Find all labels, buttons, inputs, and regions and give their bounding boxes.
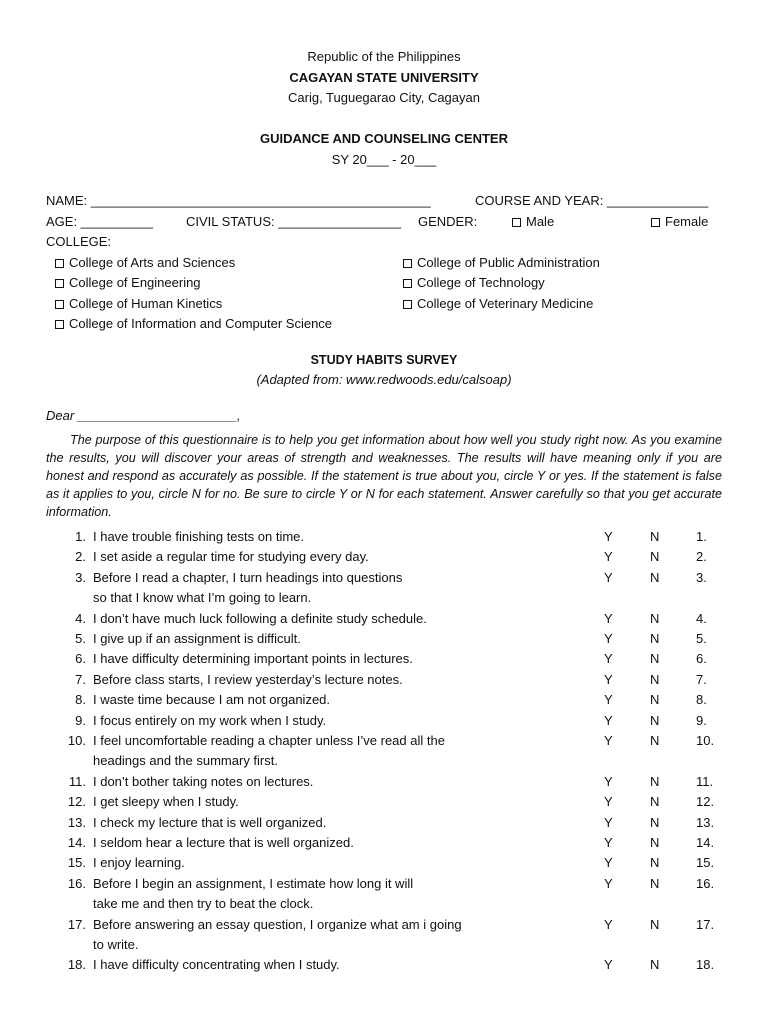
question-ref-number: 4. [696, 611, 707, 626]
checkbox-icon[interactable] [403, 259, 412, 268]
question-row [0, 570, 768, 588]
question-text: I waste time because I am not organized. [93, 692, 331, 707]
question-text: I focus entirely on my work when I study. [93, 713, 327, 728]
checkbox-icon[interactable] [403, 279, 412, 288]
college-option-label: College of Engineering [69, 275, 201, 290]
question-row [0, 957, 768, 975]
answer-no-option[interactable]: N [650, 692, 660, 707]
gender-female-option[interactable] [651, 214, 708, 229]
college-option-label: College of Human Kinetics [69, 296, 223, 311]
question-text: Before I read a chapter, I turn headings into questions [93, 570, 403, 585]
answer-no-option[interactable]: N [650, 570, 660, 585]
college-option-human-kinetics[interactable] [55, 296, 222, 311]
question-number: 5. [75, 631, 86, 646]
question-ref-number: 1. [696, 529, 707, 544]
question-number: 4. [75, 611, 86, 626]
answer-yes-option[interactable]: Y [604, 692, 613, 707]
question-row [0, 815, 768, 833]
college-label: COLLEGE: [46, 234, 112, 249]
question-text: I have trouble finishing tests on time. [93, 529, 305, 544]
question-ref-number: 16. [696, 876, 715, 891]
checkbox-icon[interactable] [55, 259, 64, 268]
question-ref-number: 14. [696, 835, 715, 850]
question-text: I don’t bother taking notes on lectures. [93, 774, 314, 789]
question-row [0, 774, 768, 792]
question-number: 14. [67, 835, 86, 850]
question-number: 1. [75, 529, 86, 544]
question-number: 9. [75, 713, 86, 728]
name-field[interactable]: NAME: _______________________________________________ [46, 193, 431, 208]
answer-yes-option[interactable]: Y [604, 917, 613, 932]
republic-line: Republic of the Philippines [307, 49, 461, 64]
question-number: 10. [67, 733, 86, 748]
question-ref-number: 18. [696, 957, 715, 972]
checkbox-icon[interactable] [512, 218, 521, 227]
question-number: 8. [75, 692, 86, 707]
question-row [0, 611, 768, 629]
question-ref-number: 3. [696, 570, 707, 585]
checkbox-icon[interactable] [55, 320, 64, 329]
question-row [0, 876, 768, 894]
question-number: 2. [75, 549, 86, 564]
answer-no-option[interactable]: N [650, 733, 660, 748]
question-row [0, 672, 768, 690]
gender-male-option[interactable] [512, 214, 554, 229]
intro-paragraph: The purpose of this questionnaire is to help you get information about how well you study right now. As you examine the results, you will discover your areas of strength and weaknesses. The results will have meaning only if you are honest and respond as accurately as possible. If the statement is true about you, circle Y or yes. If the statement is false as it applies to you, circle N for no. Be sure to circle Y or N for each statement. Answer carefully so that you get accurate information. [46, 433, 722, 519]
question-ref-number: 7. [696, 672, 707, 687]
question-text: I set aside a regular time for studying every day. [93, 549, 369, 564]
question-row [0, 631, 768, 649]
question-text: I check my lecture that is well organized. [93, 815, 327, 830]
answer-yes-option[interactable]: Y [604, 957, 613, 972]
question-text: Before answering an essay question, I organize what am i going [93, 917, 462, 932]
question-text: I feel uncomfortable reading a chapter unless I’ve read all the [93, 733, 445, 748]
answer-yes-option[interactable]: Y [604, 794, 613, 809]
question-row [0, 692, 768, 710]
question-ref-number: 12. [696, 794, 715, 809]
question-row [0, 855, 768, 873]
answer-no-option[interactable]: N [650, 529, 660, 544]
college-option-label: College of Technology [417, 275, 545, 290]
question-row [0, 733, 768, 751]
answer-no-option[interactable]: N [650, 855, 660, 870]
question-row [0, 917, 768, 935]
question-text: I give up if an assignment is difficult. [93, 631, 301, 646]
college-option-label: College of Information and Computer Science [69, 316, 333, 331]
answer-no-option[interactable]: N [650, 917, 660, 932]
answer-yes-option[interactable]: Y [604, 855, 613, 870]
question-number: 13. [67, 815, 86, 830]
answer-yes-option[interactable]: Y [604, 651, 613, 666]
college-option-engineering[interactable] [55, 275, 201, 290]
answer-no-option[interactable]: N [650, 672, 660, 687]
answer-yes-option[interactable]: Y [604, 835, 613, 850]
question-ref-number: 9. [696, 713, 707, 728]
survey-source: (Adapted from: www.redwoods.edu/calsoap) [256, 372, 512, 387]
answer-no-option[interactable]: N [650, 774, 660, 789]
question-ref-number: 10. [696, 733, 715, 748]
checkbox-icon[interactable] [55, 279, 64, 288]
office-name: GUIDANCE AND COUNSELING CENTER [260, 131, 508, 146]
question-text-continued: take me and then try to beat the clock. [93, 896, 314, 911]
gender-label: GENDER: [418, 214, 478, 229]
question-ref-number: 11. [696, 774, 714, 789]
answer-no-option[interactable]: N [650, 794, 660, 809]
answer-yes-option[interactable]: Y [604, 611, 613, 626]
answer-no-option[interactable]: N [650, 713, 660, 728]
answer-yes-option[interactable]: Y [604, 529, 613, 544]
question-number: 16. [67, 876, 86, 891]
question-text-continued: to write. [93, 937, 139, 952]
university-name: CAGAYAN STATE UNIVERSITY [289, 70, 479, 85]
answer-yes-option[interactable]: Y [604, 549, 613, 564]
checkbox-icon[interactable] [55, 300, 64, 309]
question-ref-number: 17. [696, 917, 715, 932]
gender-male-label: Male [526, 214, 555, 229]
question-number: 7. [75, 672, 86, 687]
answer-yes-option[interactable]: Y [604, 570, 613, 585]
answer-no-option[interactable]: N [650, 549, 660, 564]
question-text: I have difficulty concentrating when I study. [93, 957, 340, 972]
checkbox-icon[interactable] [651, 218, 660, 227]
course-year-field[interactable]: COURSE AND YEAR: ______________ [475, 193, 709, 208]
college-option-label: College of Arts and Sciences [69, 255, 236, 270]
gender-female-label: Female [665, 214, 709, 229]
answer-no-option[interactable]: N [650, 651, 660, 666]
question-text: Before I begin an assignment, I estimate how long it will [93, 876, 414, 891]
question-row [0, 835, 768, 853]
college-option-veterinary-medicine[interactable] [403, 296, 593, 311]
school-year: SY 20___ - 20___ [331, 152, 437, 167]
question-text: I enjoy learning. [93, 855, 185, 870]
question-number: 3. [75, 570, 86, 585]
answer-no-option[interactable]: N [650, 835, 660, 850]
question-ref-number: 5. [696, 631, 707, 646]
college-option-public-administration[interactable] [403, 255, 600, 270]
civil-status-field[interactable]: CIVIL STATUS: _________________ [186, 214, 402, 229]
question-row [0, 651, 768, 669]
college-option-technology[interactable] [403, 275, 545, 290]
college-option-arts-sciences[interactable] [55, 255, 235, 270]
survey-title: STUDY HABITS SURVEY [310, 353, 458, 367]
question-text: I don’t have much luck following a definite study schedule. [93, 611, 427, 626]
answer-yes-option[interactable]: Y [604, 774, 613, 789]
question-number: 17. [67, 917, 86, 932]
question-ref-number: 15. [696, 855, 715, 870]
question-ref-number: 6. [696, 651, 707, 666]
answer-yes-option[interactable]: Y [604, 672, 613, 687]
question-row [0, 713, 768, 731]
answer-no-option[interactable]: N [650, 815, 660, 830]
question-number: 11. [68, 774, 86, 789]
question-number: 15. [67, 855, 86, 870]
question-row [0, 794, 768, 812]
question-text: I seldom hear a lecture that is well organized. [93, 835, 354, 850]
question-text-continued: so that I know what I’m going to learn. [93, 590, 312, 605]
question-row [0, 529, 768, 547]
answer-yes-option[interactable]: Y [604, 631, 613, 646]
university-address: Carig, Tuguegarao City, Cagayan [288, 90, 480, 105]
question-ref-number: 8. [696, 692, 707, 707]
question-text-continued: headings and the summary first. [93, 753, 278, 768]
answer-no-option[interactable]: N [650, 876, 660, 891]
college-option-info-computer-science[interactable] [55, 316, 332, 331]
question-ref-number: 2. [696, 549, 707, 564]
answer-no-option[interactable]: N [650, 611, 660, 626]
question-text: Before class starts, I review yesterday’s lecture notes. [93, 672, 403, 687]
question-number: 12. [67, 794, 86, 809]
answer-yes-option[interactable]: Y [604, 713, 613, 728]
checkbox-icon[interactable] [403, 300, 412, 309]
question-number: 6. [75, 651, 86, 666]
question-text: I get sleepy when I study. [93, 794, 239, 809]
answer-no-option[interactable]: N [650, 957, 660, 972]
answer-yes-option[interactable]: Y [604, 876, 613, 891]
question-number: 18. [67, 957, 86, 972]
question-ref-number: 13. [696, 815, 715, 830]
age-field[interactable]: AGE: __________ [46, 214, 153, 229]
question-text: I have difficulty determining important points in lectures. [93, 651, 413, 666]
college-option-label: College of Veterinary Medicine [417, 296, 594, 311]
answer-yes-option[interactable]: Y [604, 815, 613, 830]
answer-no-option[interactable]: N [650, 631, 660, 646]
dear-line[interactable]: Dear ______________________, [46, 408, 241, 423]
answer-yes-option[interactable]: Y [604, 733, 613, 748]
college-option-label: College of Public Administration [417, 255, 600, 270]
question-row [0, 549, 768, 567]
